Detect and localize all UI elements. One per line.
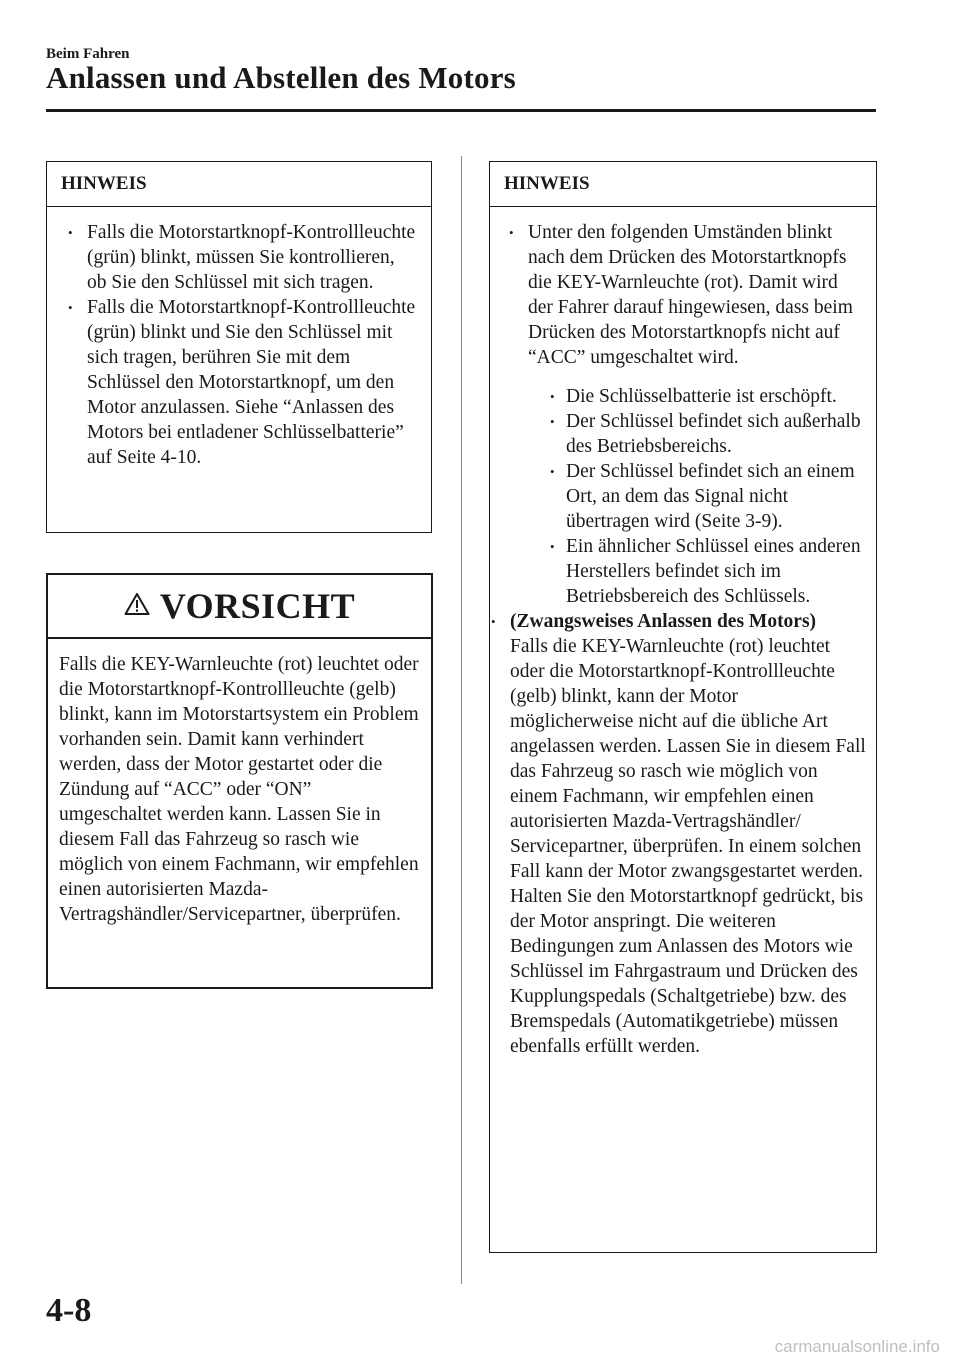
warning-triangle-icon (124, 592, 150, 621)
caution-text: Falls die KEY-Warnleuchte (rot) leuchtet oder die Motorstartknopf-Kontrollleuchte (gelb) blinkt, kann im Motorstartsystem ein Problem vorhanden sein. Damit kann verhindert werden, dass der Motor gestartet oder die Zündung auf “ACC” oder “ON” umgeschaltet werden kann. Lassen Sie in diesem Fall das Fahrzeug so rasch wie möglich von einem Fachmann, wir empfehlen einen autorisierten Mazda-Vertragshändler/Servicepartner, überprüfen. (59, 654, 419, 925)
note-item: • Falls die Motorstartknopf-Kontrollleuchte (grün) blinkt, müssen Sie kontrollieren, ob Sie den Schlüssel mit sich tragen. (63, 220, 417, 295)
note-box-left (46, 161, 432, 533)
note-heading: HINWEIS (47, 162, 431, 207)
note-heading: HINWEIS (490, 162, 876, 207)
note-intro: Unter den folgenden Umständen blinkt nach dem Drücken des Motorstartknopfs die KEY-Warnleuchte (rot). Damit wird der Fahrer darauf hingewiesen, dass beim Drücken des Motorstartknopfs nicht auf “ACC” umgeschaltet wird. (528, 222, 853, 368)
note-item: • Falls die Motorstartknopf-Kontrollleuchte (grün) blinkt und Sie den Schlüssel mit sich tragen, berühren Sie mit dem Schlüssel den Motorstartknopf, um den Motor anzulassen. Siehe “Anlassen des Motors bei entladener Schlüsselbatterie” auf Seite 4-10. (63, 295, 417, 470)
condition-item: • Ein ähnlicher Schlüssel eines anderen Herstellers befindet sich im Betriebsbereich des Schlüssels. (546, 534, 866, 609)
page-title: Anlassen und Abstellen des Motors (46, 60, 516, 95)
forced-start-title: • (Zwangsweises Anlassen des Motors) (510, 611, 817, 632)
column-divider (461, 156, 462, 1284)
note-intro-item (504, 220, 866, 609)
condition-item: • Der Schlüssel befindet sich außerhalb des Betriebsbereichs. (546, 409, 866, 459)
forced-start-list (486, 609, 866, 1059)
caution-heading: VORSICHT (159, 586, 356, 626)
note-body (490, 207, 876, 1059)
watermark: carmanualsonline.info (774, 1337, 940, 1356)
caution-box (46, 573, 433, 989)
condition-item: • Der Schlüssel befindet sich an einem Ort, an dem das Signal nicht übertragen wird (Seite 3-9). (546, 459, 866, 534)
forced-start-text: Falls die KEY-Warnleuchte (rot) leuchtet oder die Motorstartknopf-Kontrollleuchte (gelb) blinkt, kann der Motor möglicherweise nicht auf die übliche Art angelassen werden. Lassen Sie in diesem Fall das Fahrzeug so rasch wie möglich von einem Fachmann, wir empfehlen einen autorisierten Mazda-Vertragshändler/ Servicepartner, überprüfen. In einem solchen Fall kann der Motor zwangsgestartet werden. Halten Sie den Motorstartknopf gedrückt, bis der Motor anspringt. Die weiteren Bedingungen zum Anlassen des Motors wie Schlüssel im Fahrgastraum und Drücken des Kupplungspedals (Schaltgetriebe) bzw. des Bremspedals (Automatikgetriebe) müssen ebenfalls erfüllt werden. (510, 636, 866, 1057)
title-rule (46, 109, 876, 112)
condition-list (528, 384, 866, 609)
page-number: 4-8 (46, 1292, 92, 1329)
note-box-right (489, 161, 877, 1253)
note-list (504, 220, 866, 609)
note-list (63, 220, 417, 470)
forced-start-item (486, 609, 866, 1059)
condition-item: • Die Schlüsselbatterie ist erschöpft. (546, 384, 866, 409)
note-body (47, 207, 431, 470)
caution-header (48, 575, 431, 639)
section-label: Beim Fahren (46, 46, 130, 62)
